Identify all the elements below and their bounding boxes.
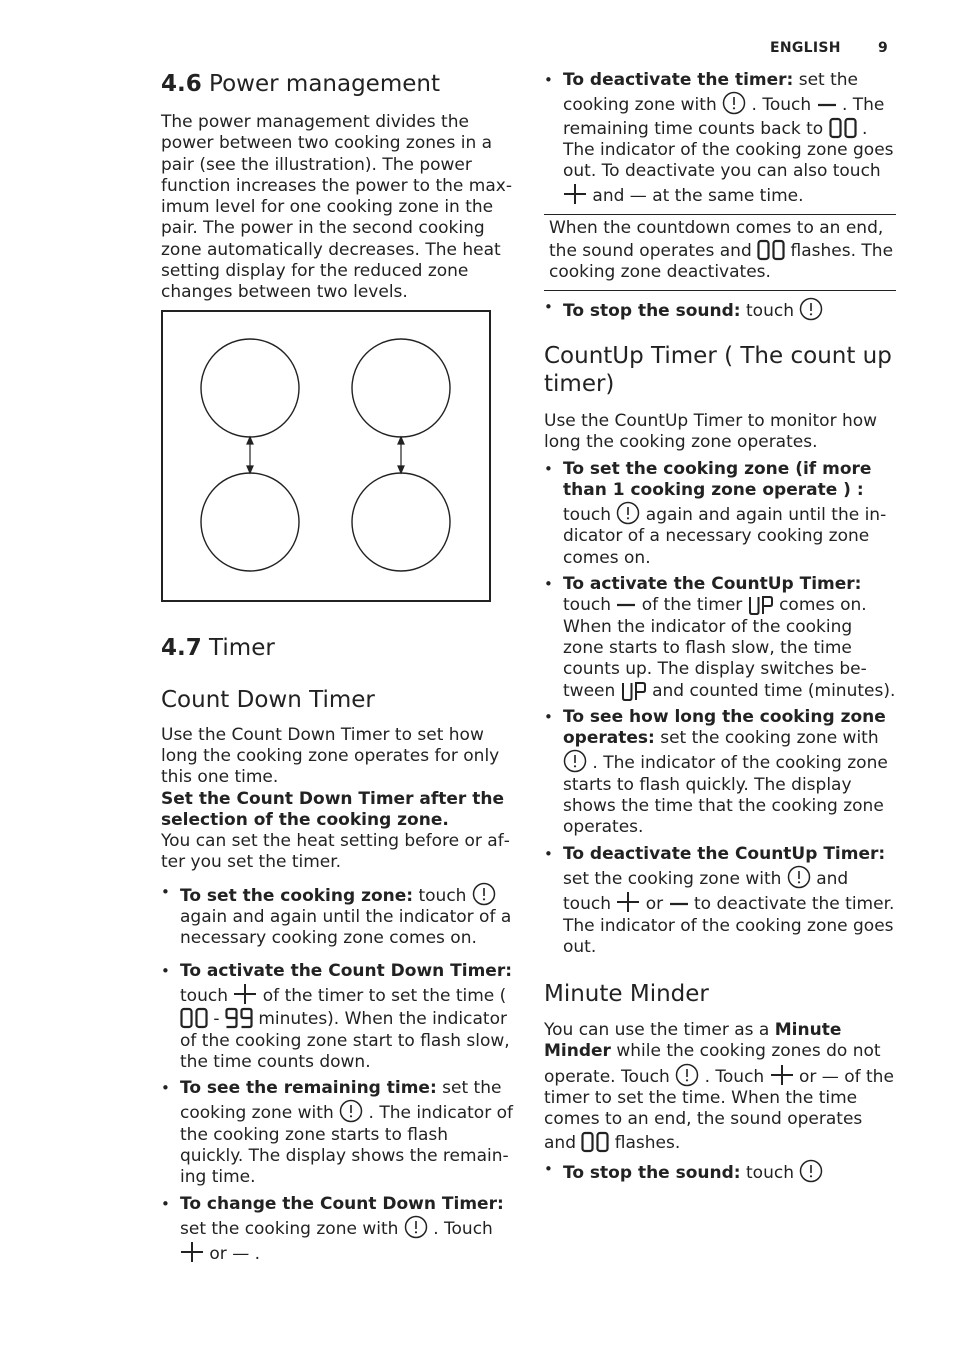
countup-intro: Use the CountUp Timer to monitor how long the cooking zone operates. xyxy=(544,410,878,453)
note-box xyxy=(544,214,896,291)
minute-minder-title: Minute Minder xyxy=(544,981,709,1008)
step-stop-sound: • To stop the sound: touch xyxy=(544,297,896,322)
display-00-icon xyxy=(757,239,785,261)
section-title-power-management: 4.6 Power management xyxy=(161,71,440,97)
plus-icon xyxy=(616,890,640,914)
timer-icon xyxy=(404,1215,428,1239)
minus-icon xyxy=(817,95,837,115)
step-countup-see-time: • To see how long the cooking zone operates: set the cooking zone with . The indicator of the cooking zone starts to flash quickly. The display shows the time that the cooking zone operates. xyxy=(544,707,896,839)
cooking-zone-top-right xyxy=(352,339,450,437)
timer-icon xyxy=(675,1063,699,1087)
step-countup-set-zone: • To set the cooking zone (if more than 1 cooking zone operate ) : touch again and again until the indicator of a necessary cooking zone comes on. xyxy=(544,459,896,569)
page-number: 9 xyxy=(877,40,888,56)
minus-icon xyxy=(669,894,689,914)
timer-icon xyxy=(787,865,811,889)
cooking-zone-bottom-left xyxy=(201,473,299,571)
stop-sound-step xyxy=(544,297,896,322)
countup-steps xyxy=(544,459,896,959)
timer-icon xyxy=(722,91,746,115)
cooking-zones-diagram xyxy=(161,310,491,602)
timer-icon xyxy=(472,882,496,906)
count-down-timer-title: Count Down Timer xyxy=(161,686,375,713)
display-00-icon xyxy=(581,1131,609,1153)
display-00-icon xyxy=(829,117,857,139)
power-management-text: The power management divides the power between two cooking zones in a pair (see the illustration). The power function increases the power to the maximum level for one cooking zone in the pair. The power in the second cooking zone automatically decreases. The heat setting display for the reduced zone changes between two levels. xyxy=(161,112,512,303)
cooking-zone-bottom-right xyxy=(352,473,450,571)
step-countup-activate: • To activate the CountUp Timer: touch of the timer comes on. When the indicator of the cooking zone starts to flash slow, the time counts up. The display switches between and counted time (minutes). xyxy=(544,574,896,702)
countup-timer-title: CountUp Timer ( The count up timer) xyxy=(544,342,892,397)
display-00-icon xyxy=(180,1007,208,1029)
deactivate-steps xyxy=(544,70,896,208)
cooking-zone-top-left xyxy=(201,339,299,437)
note-text: When the countdown comes to an end, the sound operates and flashes. The cooking zone deactivates. xyxy=(549,217,894,283)
timer-icon xyxy=(616,501,640,525)
left-column xyxy=(161,70,513,1266)
language-label: ENGLISH xyxy=(769,40,841,56)
step-activate-count-down: • To activate the Count Down Timer: touch of the timer to set the time ( - minutes). When the indicator of the cooking zone start to flash slow, the time counts down. xyxy=(161,961,513,1073)
display-up-icon xyxy=(621,681,647,701)
minute-minder-steps xyxy=(544,1159,896,1184)
step-see-remaining-time: • To see the remaining time: set the cooking zone with . The indicator of the cooking zone starts to flash quickly. The display shows the remaining time. xyxy=(161,1078,513,1188)
step-mm-stop-sound: • To stop the sound: touch xyxy=(544,1159,896,1184)
step-change-count-down: • To change the Count Down Timer: set the cooking zone with . Touch or — . xyxy=(161,1194,513,1266)
timer-icon xyxy=(339,1099,363,1123)
page-header xyxy=(770,40,888,56)
count-down-bold-line: Set the Count Down Timer after the selection of the cooking zone. xyxy=(161,788,504,830)
pair-arrow-right xyxy=(398,437,404,473)
minus-icon xyxy=(616,595,636,615)
step-deactivate-timer: • To deactivate the timer: set the cooking zone with . Touch . The remaining time counts back to . The indicator of the cooking zone goes out. To deactivate you can also touch and — at the same time. xyxy=(544,70,896,208)
timer-icon xyxy=(799,1159,823,1183)
plus-icon xyxy=(563,182,587,206)
step-set-cooking-zone: • To set the cooking zone: touch again and again until the indicator of a necessary cooking zone comes on. xyxy=(161,882,513,950)
section-title-timer: 4.7 Timer xyxy=(161,634,275,661)
plus-icon xyxy=(180,1240,204,1264)
timer-icon xyxy=(799,297,823,321)
plus-icon xyxy=(233,982,257,1006)
right-column xyxy=(544,70,896,1184)
display-up-icon xyxy=(748,595,774,615)
pair-arrow-left xyxy=(247,437,253,473)
count-down-intro-2: You can set the heat setting before or after you set the timer. xyxy=(161,831,510,873)
count-down-intro: Use the Count Down Timer to set how long the cooking zone operates for only this one time. xyxy=(161,724,500,788)
display-99-icon xyxy=(225,1007,253,1029)
step-countup-deactivate: • To deactivate the CountUp Timer: set the cooking zone with and touch or to deactivate the timer. The indicator of the cooking zone goes out. xyxy=(544,844,896,958)
count-down-steps xyxy=(161,882,513,1266)
minute-minder-text: You can use the timer as a Minute Minder while the cooking zones do not operate. Touch . Touch or — of the timer to set the time. When the time comes to an end, the sound operates and flashes. xyxy=(544,1020,894,1153)
plus-icon xyxy=(770,1063,794,1087)
timer-icon xyxy=(563,749,587,773)
